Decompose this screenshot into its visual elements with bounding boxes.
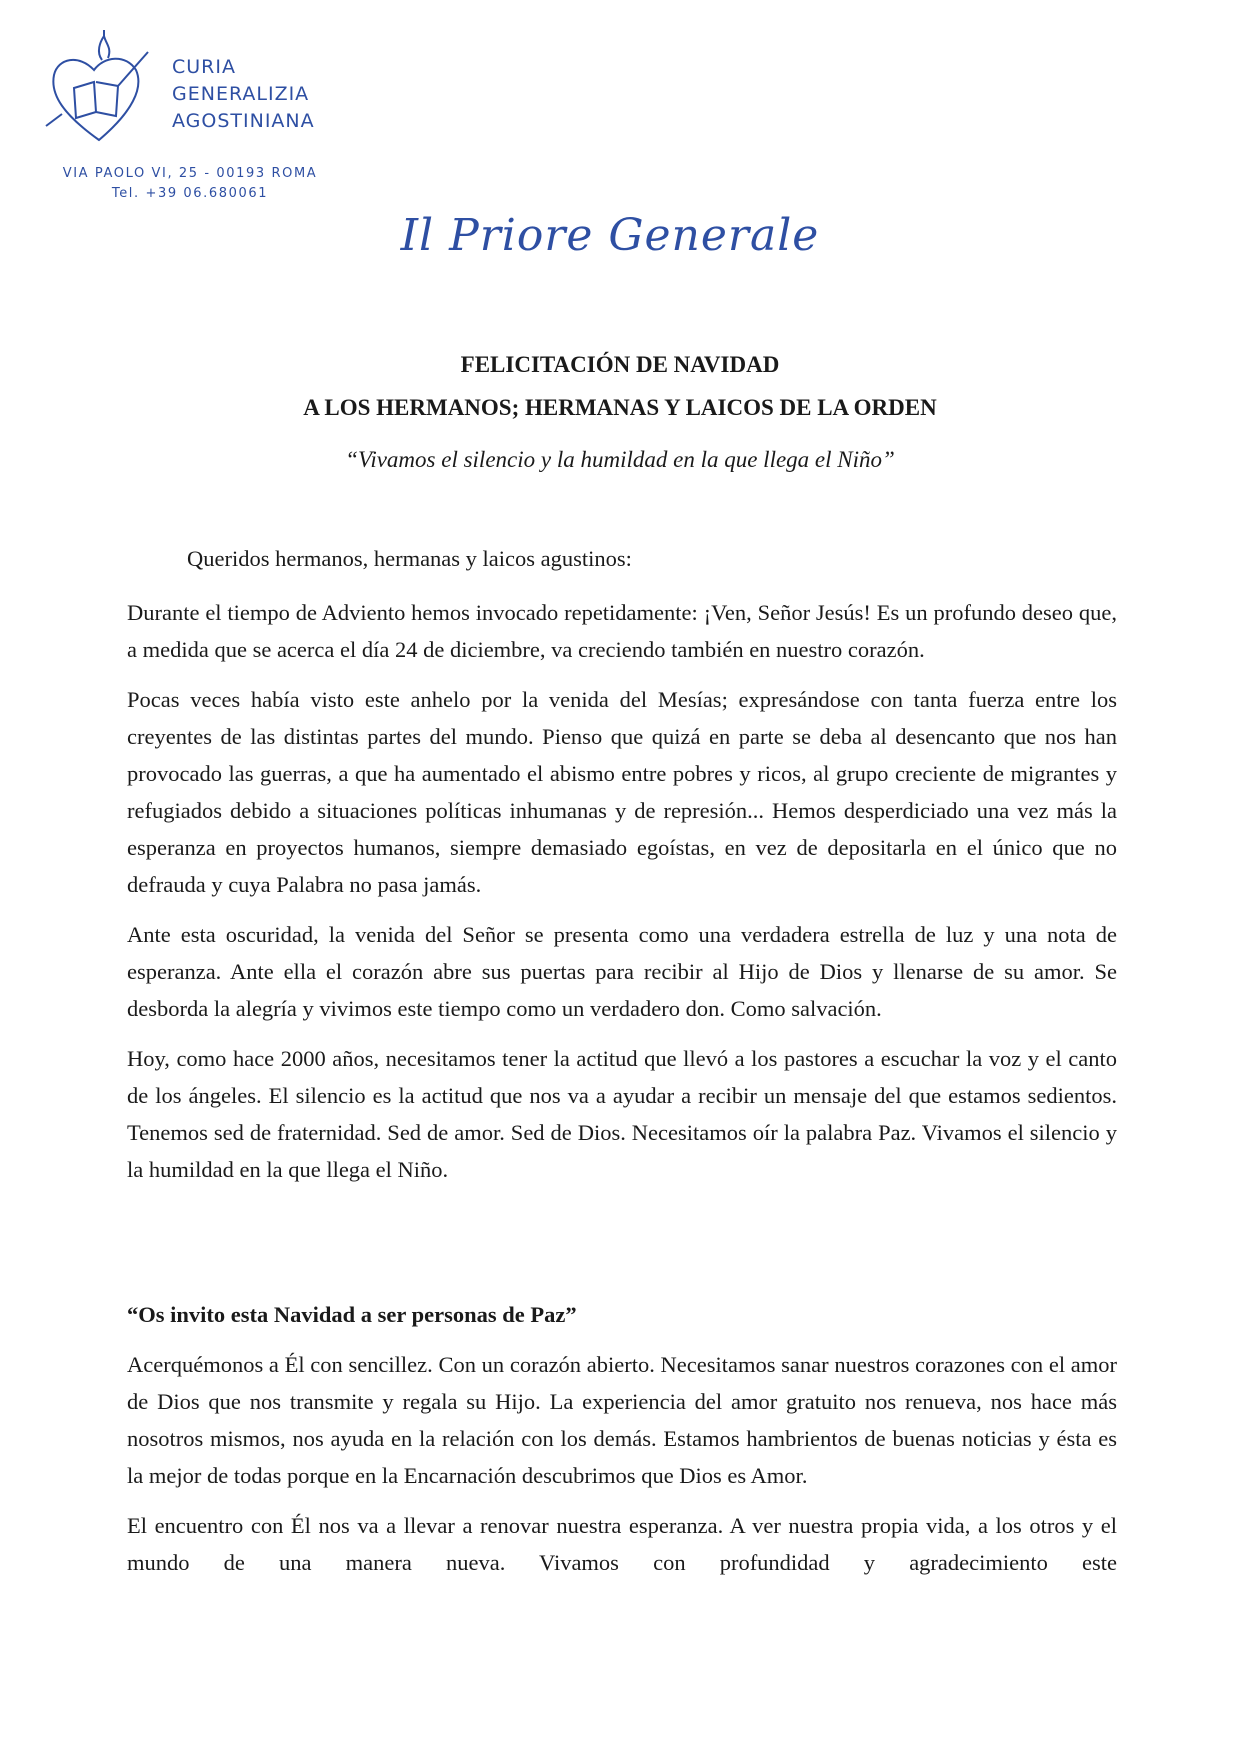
body-paragraph: Hoy, como hace 2000 años, necesitamos tener la actitud que llevó a los pastores a escuchar la voz y el canto de los ángeles. El silencio es la actitud que nos va a ayudar a recibir un mensaje del que estamos sedientos. Tenemos sed de fraternidad. Sed de amor. Sed de Dios. Necesitamos oír la palabra Paz. Vivamos el silencio y la humildad en la que llega el Niño. [127, 1046, 1117, 1182]
org-line-1: CURIA [172, 56, 236, 78]
document-title-line-2: A LOS HERMANOS; HERMANAS Y LAICOS DE LA ORDEN [303, 395, 937, 420]
document-motto: “Vivamos el silencio y la humildad en la que llega el Niño” [345, 447, 895, 472]
section-heading: “Os invito esta Navidad a ser personas de Paz” [127, 1302, 577, 1327]
section-paragraph: El encuentro con Él nos va a llevar a renovar nuestra esperanza. A ver nuestra propia vida, a los otros y el mundo de una manera nueva. Vivamos con profundidad y agradecimiento este [127, 1513, 1117, 1575]
letter-body [127, 594, 1117, 1201]
augustinian-heart-book-icon [44, 30, 154, 150]
address-line: VIA PAOLO VI, 25 - 00193 ROMA [62, 166, 318, 181]
org-line-2: GENERALIZIA [172, 83, 310, 105]
org-line-3: AGOSTINIANA [172, 110, 315, 132]
phone-line: Tel. +39 06.680061 [111, 186, 269, 201]
address-block [50, 164, 330, 204]
letterhead [44, 30, 344, 210]
body-paragraph: Durante el tiempo de Adviento hemos invocado repetidamente: ¡Ven, Señor Jesús! Es un profundo deseo que, a medida que se acerca el día 24 de diciembre, va creciendo también en nuestro corazón. [127, 600, 1117, 662]
document-title-line-1: FELICITACIÓN DE NAVIDAD [460, 352, 780, 377]
organization-name [172, 54, 315, 135]
salutation: Queridos hermanos, hermanas y laicos agustinos: [187, 546, 632, 571]
office-title: Il Priore Generale [400, 210, 820, 261]
section-paragraph: Acerquémonos a Él con sencillez. Con un corazón abierto. Necesitamos sanar nuestros corazones con el amor de Dios que nos transmite y regala su Hijo. La experiencia del amor gratuito nos renueva, nos hace más nosotros mismos, nos ayuda en la relación con los demás. Estamos hambrientos de buenas noticias y ésta es la mejor de todas porque en la Encarnación descubrimos que Dios es Amor. [127, 1352, 1117, 1488]
body-paragraph: Ante esta oscuridad, la venida del Señor se presenta como una verdadera estrella de luz y una nota de esperanza. Ante ella el corazón abre sus puertas para recibir al Hijo de Dios y llenarse de su amor. Se desborda la alegría y vivimos este tiempo como un verdadero don. Como salvación. [127, 922, 1117, 1021]
body-paragraph: Pocas veces había visto este anhelo por la venida del Mesías; expresándose con tanta fuerza entre los creyentes de las distintas partes del mundo. Pienso que quizá en parte se deba al desencanto que nos han provocado las guerras, a que ha aumentado el abismo entre pobres y ricos, al grupo creciente de migrantes y refugiados debido a situaciones políticas inhumanas y de represión... Hemos desperdiciado una vez más la esperanza en proyectos humanos, siempre demasiado egoístas, en vez de depositarla en el único que no defrauda y cuya Palabra no pasa jamás. [127, 687, 1117, 897]
letter-section [127, 1296, 1117, 1594]
